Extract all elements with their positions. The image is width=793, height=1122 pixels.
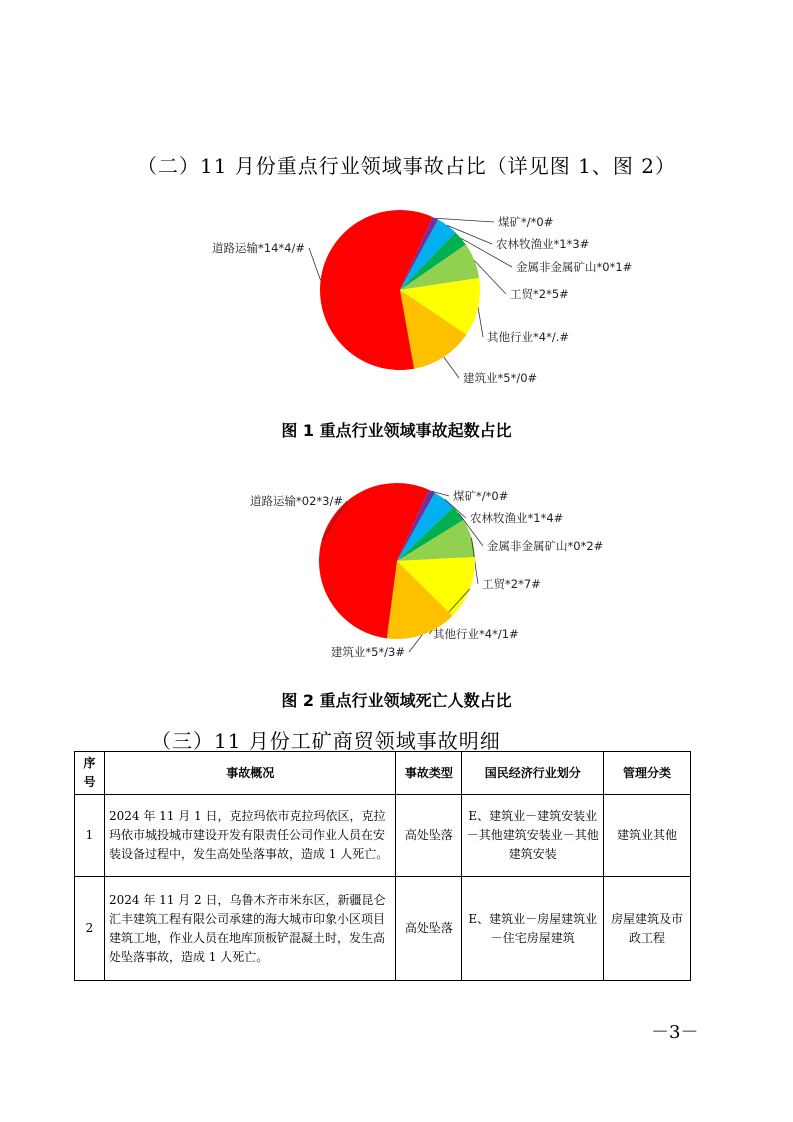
pie-label-coal: 煤矿*/*0# <box>498 215 554 229</box>
table-row <box>75 877 691 981</box>
pie-label-trade: 工贸*2*5# <box>510 287 569 301</box>
section-three-title: （三）11 月份工矿商贸领域事故明细 <box>151 729 501 753</box>
pie-label-agri: 农林牧渔业*1*4# <box>470 511 564 525</box>
figure-1-caption: 图 1 重点行业领域事故起数占比 <box>281 421 512 440</box>
row-type: 高处坠落 <box>396 795 462 877</box>
row-industry: E、建筑业－建筑安装业－其他建筑安装业－其他建筑安装 <box>462 795 604 877</box>
section-two-title: （二）11 月份重点行业领域事故占比（详见图 1、图 2） <box>137 154 676 178</box>
row-seq: 2 <box>75 877 105 981</box>
leader-line-construction <box>444 357 459 378</box>
table-row <box>75 795 691 877</box>
header-industry: 国民经济行业划分 <box>462 752 604 795</box>
row-summary: 2024 年 11 月 2 日，乌鲁木齐市米东区，新疆昆仑汇丰建筑工程有限公司承建的海大城市印象小区项目建筑工地，作业人员在地库顶板铲混凝土时，发生高处坠落事故，造成 1 人死亡。 <box>104 877 395 981</box>
pie-label-metal: 金属非金属矿山*0*1# <box>516 260 633 274</box>
pie-label-construction: 建筑业*5*/0# <box>463 371 538 385</box>
leader-line-other <box>478 307 483 337</box>
row-type: 高处坠落 <box>396 877 462 981</box>
page-number: －3－ <box>651 1022 699 1043</box>
pie-label-trade: 工贸*2*7# <box>482 577 541 591</box>
pie-label-other: 其他行业*4*/.# <box>487 330 569 344</box>
pie-label-other: 其他行业*4*/1# <box>433 627 519 641</box>
figure-2-pie-chart <box>0 478 793 678</box>
pie-label-metal: 金属非金属矿山*0*2# <box>487 539 604 553</box>
row-category: 建筑业其他 <box>604 795 691 877</box>
figure-2-caption: 图 2 重点行业领域死亡人数占比 <box>281 691 512 710</box>
pie-label-construction: 建筑业*5*/3# <box>330 645 405 659</box>
header-category: 管理分类 <box>604 752 691 795</box>
accident-detail-table <box>74 751 691 981</box>
pie-label-agri: 农林牧渔业*1*3# <box>496 237 590 251</box>
row-industry: E、建筑业－房屋建筑业－住宅房屋建筑 <box>462 877 604 981</box>
header-seq: 序号 <box>75 752 105 795</box>
pie-label-coal: 煤矿*/*0# <box>453 489 509 503</box>
row-category: 房屋建筑及市政工程 <box>604 877 691 981</box>
leader-line-road <box>309 248 321 280</box>
row-seq: 1 <box>75 795 105 877</box>
figure-1-pie-chart <box>0 210 793 410</box>
header-type: 事故类型 <box>396 752 462 795</box>
pie-label-road: 道路运输*02*3/# <box>250 494 343 508</box>
pie-label-road: 道路运输*14*4/# <box>212 241 305 255</box>
row-summary: 2024 年 11 月 1 日，克拉玛依市克拉玛依区，克拉玛依市城投城市建设开发有限责任公司作业人员在安装设备过程中，发生高处坠落事故，造成 1 人死亡。 <box>104 795 395 877</box>
table-header-row <box>75 752 691 795</box>
leader-line-coal <box>435 218 494 222</box>
header-summary: 事故概况 <box>104 752 395 795</box>
